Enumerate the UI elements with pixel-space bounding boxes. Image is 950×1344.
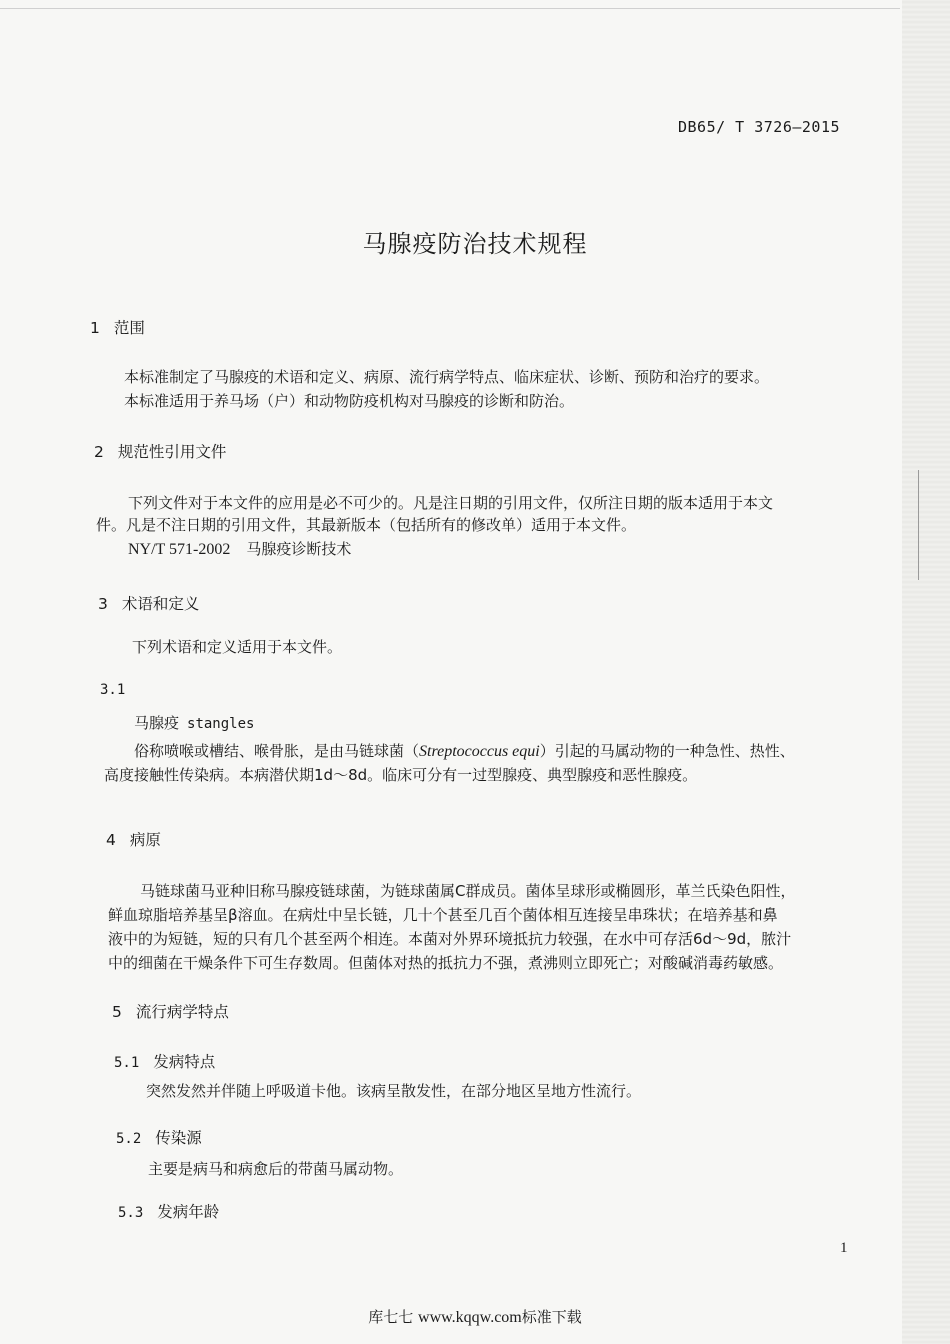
subsection-title: 发病年龄 — [157, 1203, 220, 1221]
section-3-heading — [98, 592, 199, 614]
footer-site-suffix: 标准下载 — [521, 1308, 582, 1326]
footer-site-url[interactable]: www.kqqw.com — [418, 1309, 522, 1326]
section-number: 5 — [112, 1003, 122, 1021]
section-4-line-2: 鲜血琼脂培养基呈β溶血。在病灶中呈长链，几十个甚至几百个菌体相互连接呈串珠状；在培养基和鼻 — [108, 906, 778, 924]
subsection-number: 5.2 — [116, 1131, 142, 1147]
section-5-heading — [112, 1000, 229, 1022]
term-name: 马腺疫 — [134, 714, 180, 732]
term-definition-line-1 — [134, 740, 795, 761]
document-code: DB65/ T 3726—2015 — [678, 118, 841, 136]
subsection-number: 5.1 — [114, 1055, 140, 1071]
subsection-5-1-heading — [114, 1050, 215, 1072]
section-title: 病原 — [129, 831, 161, 849]
section-number: 4 — [106, 831, 116, 849]
section-4-heading — [106, 828, 161, 850]
section-number: 3 — [98, 595, 108, 613]
term-line — [134, 712, 254, 733]
reference-title: 马腺疫诊断技术 — [246, 540, 352, 558]
section-title: 范围 — [113, 319, 145, 337]
section-4-line-1: 马链球菌马亚种旧称马腺疫链球菌，为链球菌属C群成员。菌体呈球形或椭圆形，革兰氏染色阳性， — [140, 882, 796, 900]
latin-name: Streptococcus equi — [419, 743, 540, 760]
subsection-title: 传染源 — [155, 1129, 202, 1147]
term-definition-line-2: 高度接触性传染病。本病潜伏期1d～8d。临床可分有一过型腺疫、典型腺疫和恶性腺疫。 — [104, 766, 698, 784]
section-title: 规范性引用文件 — [117, 443, 227, 461]
scan-top-line — [0, 8, 900, 9]
section-title: 术语和定义 — [121, 595, 200, 613]
section-2-para-line-2: 件。凡是不注日期的引用文件，其最新版本（包括所有的修改单）适用于本文件。 — [96, 516, 637, 534]
section-number: 2 — [94, 443, 104, 461]
section-2-heading — [94, 440, 226, 462]
page-number: 1 — [840, 1240, 848, 1256]
subsection-3-1-number: 3.1 — [100, 682, 126, 698]
page-title: 马腺疫防治技术规程 — [362, 230, 588, 258]
section-number: 1 — [90, 319, 100, 337]
scan-edge-texture — [902, 0, 950, 1344]
section-3-para-1: 下列术语和定义适用于本文件。 — [132, 638, 343, 656]
definition-text: ）引起的马属动物的一种急性、热性、 — [539, 742, 795, 760]
section-4-line-4: 中的细菌在干燥条件下可生存数周。但菌体对热的抵抗力不强，煮沸则立即死亡；对酸碱消毒药敏感。 — [108, 954, 784, 972]
subsection-title: 发病特点 — [153, 1053, 216, 1071]
subsection-5-2-text: 主要是病马和病愈后的带菌马属动物。 — [148, 1160, 404, 1178]
section-1-heading — [90, 316, 145, 338]
section-1-para-2: 本标准适用于养马场（户）和动物防疫机构对马腺疫的诊断和防治。 — [124, 392, 575, 410]
footer-watermark — [0, 1306, 950, 1327]
section-2-para-line-1: 下列文件对于本文件的应用是必不可少的。凡是注日期的引用文件，仅所注日期的版本适用于本文 — [128, 494, 774, 512]
subsection-5-3-heading — [118, 1200, 219, 1222]
scan-mark-line — [918, 470, 919, 580]
subsection-5-2-heading — [116, 1126, 202, 1148]
section-1-para-1: 本标准制定了马腺疫的术语和定义、病原、流行病学特点、临床症状、诊断、预防和治疗的要求。 — [124, 368, 770, 386]
reference-code: NY/T 571-2002 — [128, 541, 231, 558]
section-4-line-3: 液中的为短链，短的只有几个甚至两个相连。本菌对外界环境抵抗力较强，在水中可存活6d～9d，脓汁 — [108, 930, 792, 948]
definition-text: 俗称喷喉或槽结、喉骨胀，是由马链球菌（ — [134, 742, 420, 760]
term-english: stangles — [187, 716, 255, 732]
normative-reference — [128, 538, 351, 559]
subsection-number: 5.3 — [118, 1205, 144, 1221]
footer-site-name: 库七七 — [368, 1308, 414, 1326]
subsection-5-1-text: 突然发然并伴随上呼吸道卡他。该病呈散发性，在部分地区呈地方性流行。 — [146, 1082, 642, 1100]
section-title: 流行病学特点 — [135, 1003, 229, 1021]
